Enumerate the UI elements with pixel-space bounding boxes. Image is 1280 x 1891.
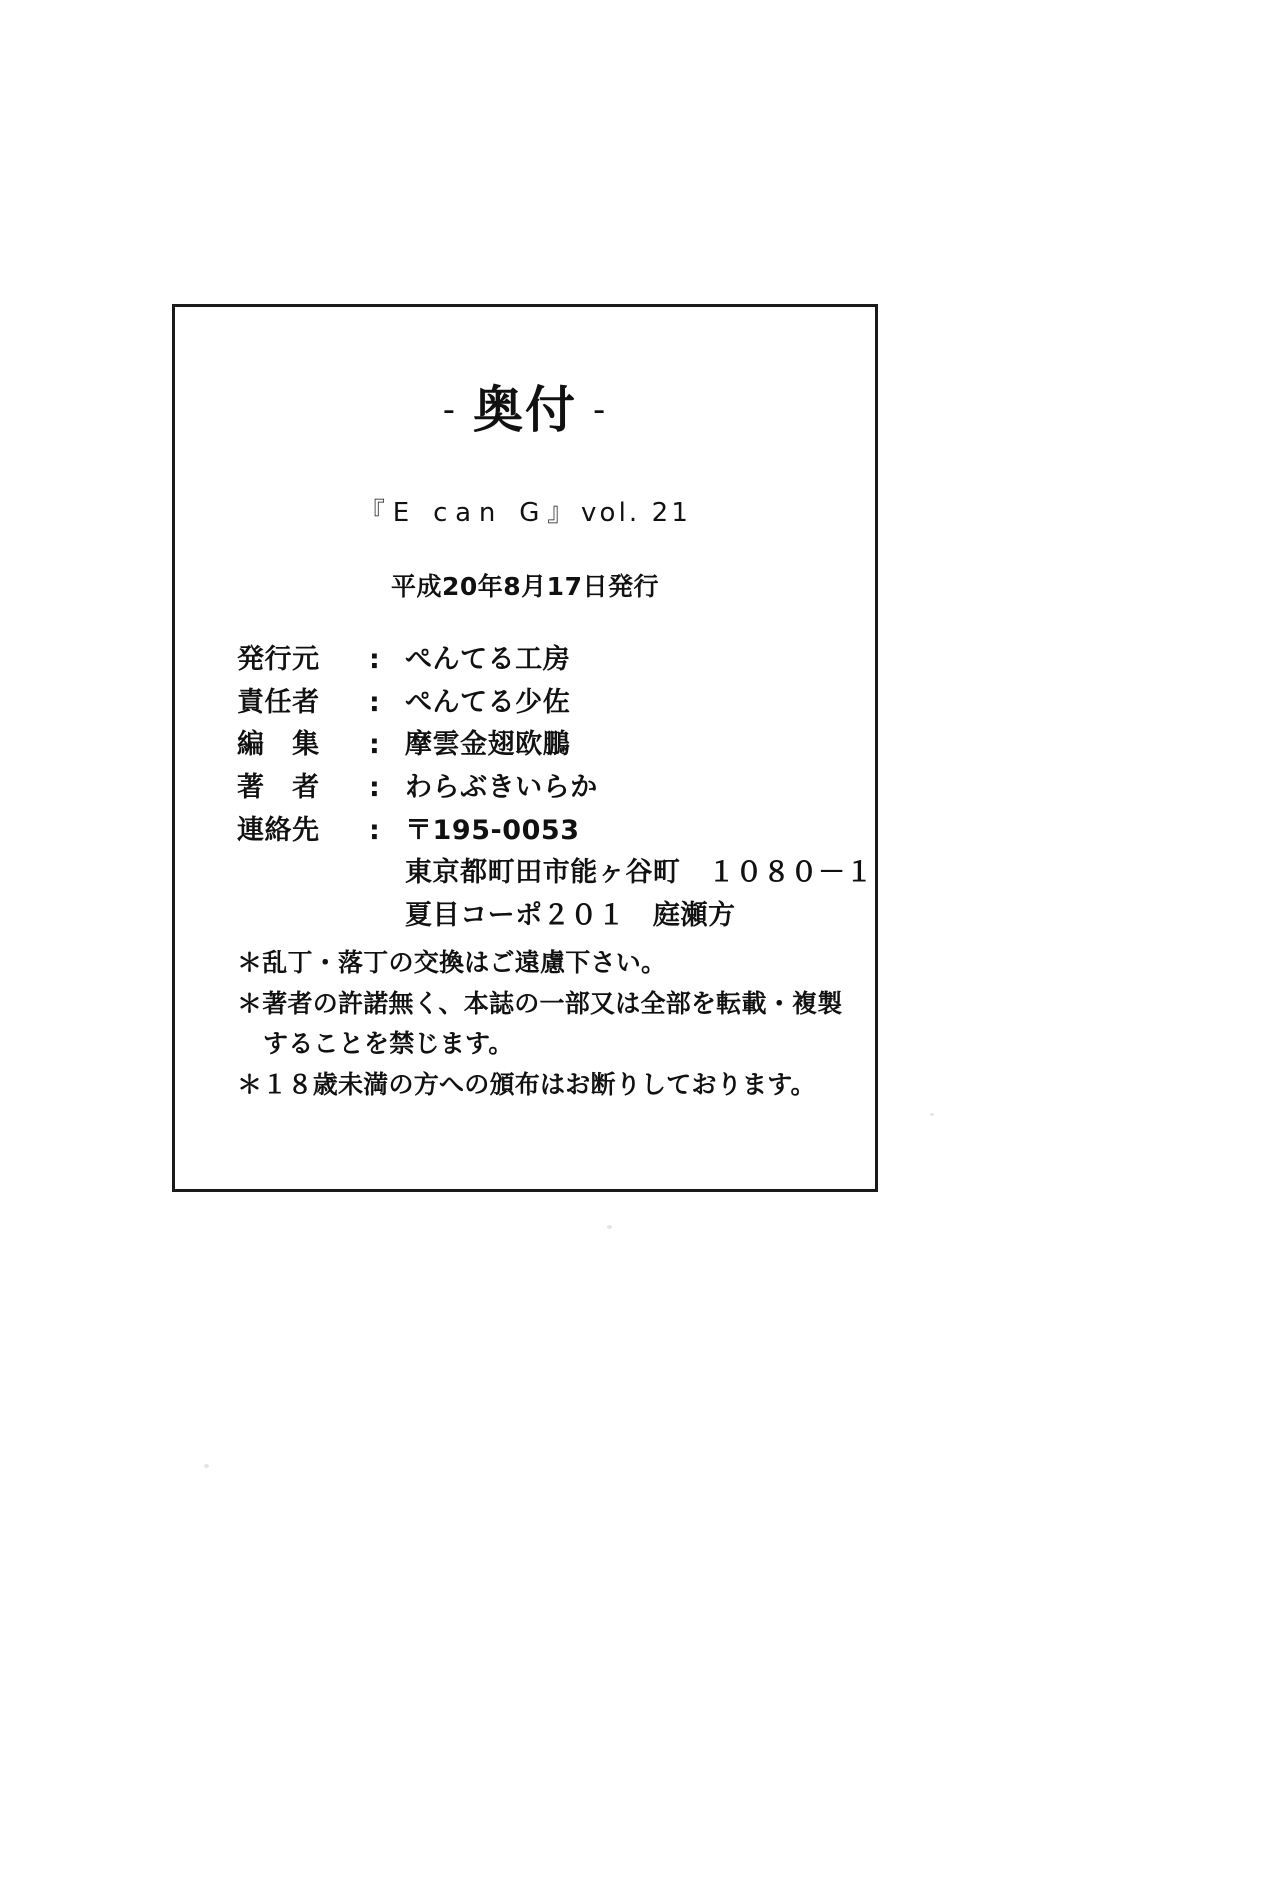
credit-value: 〒195-0053 [405, 814, 580, 846]
address-line-1: 東京都町田市能ヶ谷町 １０８０－１ [405, 857, 874, 889]
scan-speck [204, 1464, 209, 1468]
credit-label: 著 者 [237, 771, 320, 803]
close-bracket: 』 [547, 498, 582, 528]
credit-label: 連絡先 [237, 814, 320, 846]
credit-separator: : [369, 686, 380, 718]
title-right-dash: - [593, 390, 608, 430]
scan-speck [607, 1225, 612, 1229]
credit-value: ぺんてる少佐 [405, 686, 571, 718]
credit-row-responsible [237, 682, 837, 725]
credit-row-publisher [237, 639, 837, 682]
open-bracket: 『 [358, 498, 393, 528]
credit-value: わらぶきいらか [405, 771, 598, 803]
credit-value: ぺんてる工房 [405, 644, 571, 675]
credit-value: 摩雲金翅欧鵬 [405, 729, 571, 761]
publication-title: E can G [392, 498, 548, 528]
publication-date: 平成20年8月17日発行 [391, 572, 659, 601]
title-left-dash: - [442, 390, 457, 430]
credit-separator: : [369, 729, 380, 761]
credit-row-editor [237, 724, 837, 767]
credit-row-contact [237, 810, 837, 853]
page-title [175, 381, 875, 439]
publication-title-line [175, 492, 875, 529]
notices-block [237, 943, 847, 1105]
address-line-2: 夏目コーポ２０１ 庭瀬方 [405, 899, 736, 931]
credit-row-author [237, 767, 837, 810]
credit-label: 編 集 [237, 729, 320, 761]
credit-label: 発行元 [237, 644, 320, 675]
notice-defective-copies: ＊乱丁・落丁の交換はご遠慮下さい。 [237, 948, 667, 977]
scan-speck [930, 1113, 934, 1116]
notice-reproduction: ＊著者の許諾無く、本誌の一部又は全部を転載・複製 [237, 988, 843, 1018]
credit-separator: : [369, 644, 380, 675]
title-text: 奥付 [473, 381, 577, 439]
credit-separator: : [369, 771, 380, 803]
notice-age-restriction: ＊１８歳未満の方への頒布はお断りしております。 [237, 1069, 816, 1099]
credit-label: 責任者 [237, 686, 320, 718]
colophon-box [172, 304, 878, 1192]
notice-reproduction-continued: することを禁じます。 [263, 1029, 514, 1058]
credits-block [237, 639, 874, 938]
volume-number: vol. 21 [581, 498, 692, 528]
credit-separator: : [369, 814, 380, 846]
